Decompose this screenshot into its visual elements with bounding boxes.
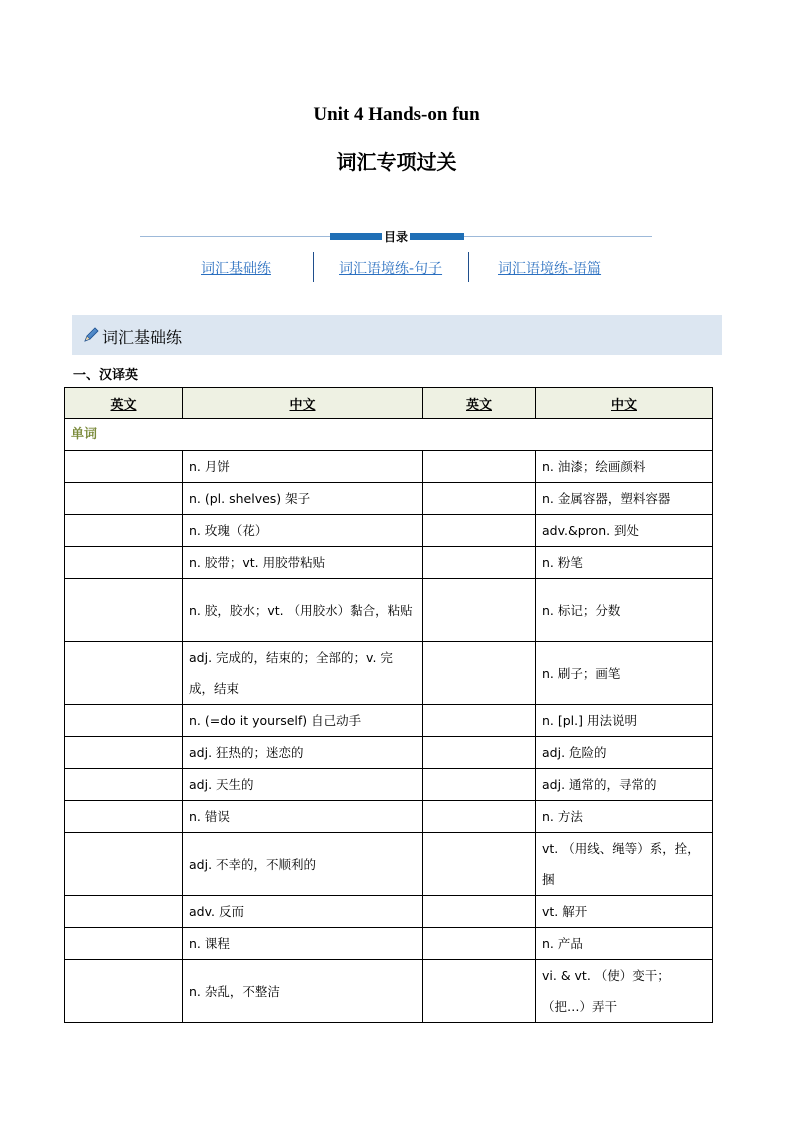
toc-link-basic[interactable]: 词汇基础练 [201, 261, 271, 277]
english-answer-cell[interactable] [65, 737, 183, 769]
table-row [65, 547, 713, 579]
toc-separator [468, 252, 469, 282]
chinese-meaning-cell: n. 错误 [183, 801, 423, 833]
table-row [65, 833, 713, 896]
part-title: 一、汉译英 [73, 368, 139, 383]
document-title: Unit 4 Hands-on fun [313, 104, 480, 125]
header-chinese: 中文 [536, 388, 713, 419]
table-row [65, 579, 713, 642]
table-row [65, 642, 713, 705]
table-row [65, 928, 713, 960]
english-answer-cell[interactable] [423, 833, 536, 896]
table-row [65, 737, 713, 769]
chinese-meaning-cell: vi. & vt. （使）变干；（把…）弄干 [536, 960, 713, 1023]
toc-link-sentence[interactable]: 词汇语境练-句子 [339, 261, 443, 277]
section-header [72, 315, 722, 355]
header-english: 英文 [423, 388, 536, 419]
english-answer-cell[interactable] [423, 896, 536, 928]
chinese-meaning-cell: n. 油漆；绘画颜料 [536, 451, 713, 483]
english-answer-cell[interactable] [423, 483, 536, 515]
english-answer-cell[interactable] [65, 547, 183, 579]
chinese-meaning-cell: adj. 不幸的，不顺利的 [183, 833, 423, 896]
chinese-meaning-cell: n. 产品 [536, 928, 713, 960]
english-answer-cell[interactable] [65, 801, 183, 833]
chinese-meaning-cell: n. 杂乱，不整洁 [183, 960, 423, 1023]
english-answer-cell[interactable] [65, 483, 183, 515]
table-row [65, 769, 713, 801]
toc-divider-left [140, 236, 332, 237]
table-row [65, 515, 713, 547]
toc-separator [313, 252, 314, 282]
chinese-meaning-cell: n. 胶，胶水；vt. （用胶水）黏合，粘贴 [183, 579, 423, 642]
header-english: 英文 [65, 388, 183, 419]
chinese-meaning-cell: n. 月饼 [183, 451, 423, 483]
chinese-meaning-cell: n. [pl.] 用法说明 [536, 705, 713, 737]
english-answer-cell[interactable] [65, 769, 183, 801]
group-row [65, 419, 713, 451]
toc-link-passage[interactable]: 词汇语境练-语篇 [498, 261, 602, 277]
table-row [65, 483, 713, 515]
chinese-meaning-cell: n. 胶带；vt. 用胶带粘贴 [183, 547, 423, 579]
chinese-meaning-cell: adj. 完成的，结束的；全部的；v. 完成，结束 [183, 642, 423, 705]
english-answer-cell[interactable] [65, 896, 183, 928]
section-title: 词汇基础练 [102, 328, 183, 347]
table-row [65, 896, 713, 928]
chinese-meaning-cell: adv. 反而 [183, 896, 423, 928]
english-answer-cell[interactable] [65, 705, 183, 737]
table-row [65, 960, 713, 1023]
chinese-meaning-cell: n. 金属容器，塑料容器 [536, 483, 713, 515]
english-answer-cell[interactable] [423, 928, 536, 960]
english-answer-cell[interactable] [423, 515, 536, 547]
table-row [65, 705, 713, 737]
english-answer-cell[interactable] [423, 579, 536, 642]
toc-label: 目录 [383, 230, 408, 244]
chinese-meaning-cell: n. (=do it yourself) 自己动手 [183, 705, 423, 737]
chinese-meaning-cell: adv.&pron. 到处 [536, 515, 713, 547]
table-row [65, 801, 713, 833]
english-answer-cell[interactable] [423, 451, 536, 483]
toc-bar-left [330, 233, 382, 240]
english-answer-cell[interactable] [65, 579, 183, 642]
chinese-meaning-cell: n. 方法 [536, 801, 713, 833]
english-answer-cell[interactable] [423, 769, 536, 801]
english-answer-cell[interactable] [65, 642, 183, 705]
english-answer-cell[interactable] [423, 960, 536, 1023]
english-answer-cell[interactable] [423, 801, 536, 833]
chinese-meaning-cell: adj. 狂热的；迷恋的 [183, 737, 423, 769]
english-answer-cell[interactable] [65, 833, 183, 896]
chinese-meaning-cell: n. 粉笔 [536, 547, 713, 579]
toc-divider-right [462, 236, 652, 237]
chinese-meaning-cell: vt. 解开 [536, 896, 713, 928]
english-answer-cell[interactable] [423, 705, 536, 737]
chinese-meaning-cell: n. 刷子；画笔 [536, 642, 713, 705]
pencil-icon [82, 326, 100, 344]
english-answer-cell[interactable] [423, 642, 536, 705]
toc-bar-right [410, 233, 464, 240]
document-subtitle: 词汇专项过关 [336, 150, 457, 174]
header-chinese: 中文 [183, 388, 423, 419]
english-answer-cell[interactable] [65, 928, 183, 960]
chinese-meaning-cell: vt. （用线、绳等）系，拴，捆 [536, 833, 713, 896]
chinese-meaning-cell: adj. 天生的 [183, 769, 423, 801]
vocabulary-table [64, 387, 713, 1023]
chinese-meaning-cell: adj. 通常的，寻常的 [536, 769, 713, 801]
english-answer-cell[interactable] [65, 451, 183, 483]
table-header-row [65, 388, 713, 419]
group-label: 单词 [65, 419, 713, 451]
chinese-meaning-cell: n. 课程 [183, 928, 423, 960]
english-answer-cell[interactable] [423, 547, 536, 579]
english-answer-cell[interactable] [65, 515, 183, 547]
chinese-meaning-cell: n. 玫瑰（花） [183, 515, 423, 547]
table-row [65, 451, 713, 483]
chinese-meaning-cell: adj. 危险的 [536, 737, 713, 769]
chinese-meaning-cell: n. (pl. shelves) 架子 [183, 483, 423, 515]
english-answer-cell[interactable] [65, 960, 183, 1023]
chinese-meaning-cell: n. 标记；分数 [536, 579, 713, 642]
english-answer-cell[interactable] [423, 737, 536, 769]
